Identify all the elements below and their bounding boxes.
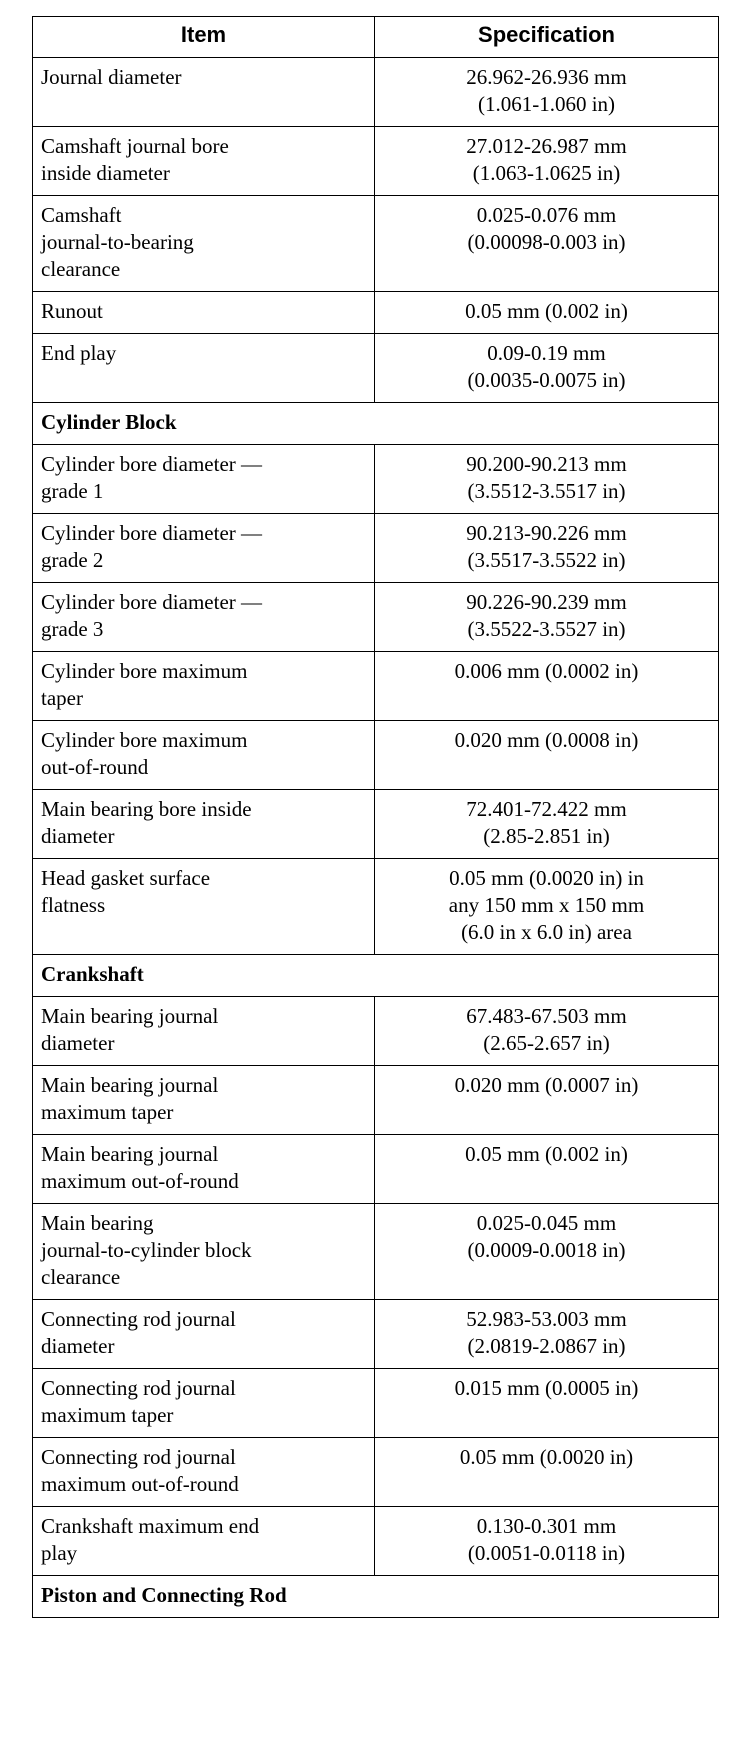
item-text: Connecting rod journal [41, 1307, 236, 1331]
item-cell [33, 1507, 375, 1576]
item-text: grade 1 [41, 479, 104, 503]
header-item: Item [33, 17, 375, 58]
specification-text: 27.012-26.987 mm [466, 134, 627, 158]
specification-text: 0.025-0.045 mm [476, 1211, 617, 1235]
table-row [33, 1066, 719, 1135]
item-text: taper [41, 686, 83, 710]
item-text: flatness [41, 893, 106, 917]
item-text: Cylinder bore diameter — [41, 590, 263, 614]
item-cell [33, 1300, 375, 1369]
specification-text: (0.0051-0.0118 in) [467, 1541, 626, 1565]
specification-text: (1.061-1.060 in) [477, 92, 616, 116]
item-text: Cylinder bore maximum [41, 659, 248, 683]
specification-cell [375, 1369, 719, 1438]
table-body [33, 58, 719, 1618]
specification-cell [375, 652, 719, 721]
specification-cell [375, 514, 719, 583]
specification-text: 52.983-53.003 mm [466, 1307, 627, 1331]
specification-text: 90.200-90.213 mm [466, 452, 627, 476]
specification-text: any 150 mm x 150 mm [448, 893, 645, 917]
item-cell [33, 721, 375, 790]
item-cell [33, 790, 375, 859]
specification-text: (3.5522-3.5527 in) [467, 617, 626, 641]
item-text: diameter [41, 824, 115, 848]
item-cell [33, 445, 375, 514]
item-text: End play [41, 341, 117, 365]
specification-text: 0.05 mm (0.0020 in) in [449, 866, 644, 890]
item-text: Main bearing journal [41, 1004, 219, 1028]
item-text: Main bearing journal [41, 1142, 219, 1166]
item-text: inside diameter [41, 161, 170, 185]
specification-text: 0.09-0.19 mm [487, 341, 606, 365]
specification-text: (2.0819-2.0867 in) [467, 1334, 626, 1358]
specification-cell [375, 196, 719, 292]
table-row [33, 652, 719, 721]
specification-cell [375, 1135, 719, 1204]
item-text: diameter [41, 1334, 115, 1358]
specification-cell [375, 292, 719, 334]
item-text: maximum out-of-round [41, 1169, 239, 1193]
specification-text: 0.020 mm (0.0008 in) [454, 728, 639, 752]
specification-text: (3.5517-3.5522 in) [467, 548, 626, 572]
specification-text: (2.85-2.851 in) [483, 824, 610, 848]
section-header-row [33, 403, 719, 445]
item-cell [33, 997, 375, 1066]
section-header-row [33, 955, 719, 997]
item-cell [33, 196, 375, 292]
table-row [33, 514, 719, 583]
item-text: Head gasket surface [41, 866, 211, 890]
table-row [33, 1438, 719, 1507]
specification-text: 90.226-90.239 mm [466, 590, 627, 614]
item-text: maximum out-of-round [41, 1472, 239, 1496]
specification-text: (0.00098-0.003 in) [467, 230, 626, 254]
item-cell [33, 1135, 375, 1204]
specification-cell [375, 1300, 719, 1369]
table-row [33, 790, 719, 859]
item-cell [33, 127, 375, 196]
item-text: maximum taper [41, 1100, 174, 1124]
specification-cell [375, 1438, 719, 1507]
item-cell [33, 859, 375, 955]
specification-cell [375, 997, 719, 1066]
specification-cell [375, 859, 719, 955]
item-cell [33, 58, 375, 127]
table-row [33, 445, 719, 514]
specification-text: (3.5512-3.5517 in) [467, 479, 626, 503]
section-title: Cylinder Block [33, 403, 719, 445]
specification-cell [375, 1204, 719, 1300]
specification-cell [375, 721, 719, 790]
table-row [33, 196, 719, 292]
specification-text: 0.130-0.301 mm [476, 1514, 617, 1538]
spec-page [32, 16, 718, 1744]
item-cell [33, 1066, 375, 1135]
item-text: maximum taper [41, 1403, 174, 1427]
specification-text: 90.213-90.226 mm [466, 521, 627, 545]
item-cell [33, 292, 375, 334]
item-cell [33, 1369, 375, 1438]
table-row [33, 997, 719, 1066]
table-row [33, 1369, 719, 1438]
specification-text: (0.0035-0.0075 in) [467, 368, 626, 392]
item-text: Connecting rod journal [41, 1445, 236, 1469]
table-row [33, 334, 719, 403]
item-text: Main bearing [41, 1211, 154, 1235]
specification-cell [375, 334, 719, 403]
specification-text: 0.05 mm (0.002 in) [465, 1142, 628, 1166]
header-specification: Specification [375, 17, 719, 58]
section-title: Piston and Connecting Rod [33, 1576, 719, 1618]
specification-text: 72.401-72.422 mm [466, 797, 627, 821]
item-cell [33, 514, 375, 583]
specification-cell [375, 127, 719, 196]
item-text: Camshaft [41, 203, 122, 227]
table-row [33, 1135, 719, 1204]
item-text: Cylinder bore diameter — [41, 521, 263, 545]
specification-text: 0.025-0.076 mm [476, 203, 617, 227]
specification-text: 0.05 mm (0.002 in) [465, 299, 628, 323]
item-text: Camshaft journal bore [41, 134, 229, 158]
specification-cell [375, 790, 719, 859]
item-text: grade 2 [41, 548, 104, 572]
specification-text: 0.05 mm (0.0020 in) [459, 1445, 634, 1469]
table-row [33, 58, 719, 127]
table-row [33, 127, 719, 196]
table-row [33, 1204, 719, 1300]
item-text: Cylinder bore maximum [41, 728, 248, 752]
specification-text: (1.063-1.0625 in) [472, 161, 621, 185]
specification-text: 67.483-67.503 mm [466, 1004, 627, 1028]
item-text: clearance [41, 1265, 121, 1289]
item-text: Main bearing journal [41, 1073, 219, 1097]
item-cell [33, 334, 375, 403]
table-row [33, 583, 719, 652]
section-title: Crankshaft [33, 955, 719, 997]
specification-cell [375, 445, 719, 514]
item-text: Crankshaft maximum end [41, 1514, 260, 1538]
item-text: journal-to-cylinder block [41, 1238, 252, 1262]
table-row [33, 292, 719, 334]
specification-text: 0.006 mm (0.0002 in) [454, 659, 639, 683]
table-row [33, 859, 719, 955]
specification-cell [375, 58, 719, 127]
item-text: Main bearing bore inside [41, 797, 252, 821]
item-text: grade 3 [41, 617, 104, 641]
table-header-row [33, 17, 719, 58]
item-cell [33, 652, 375, 721]
specification-text: (6.0 in x 6.0 in) area [461, 920, 632, 944]
specification-cell [375, 1507, 719, 1576]
specification-text: 26.962-26.936 mm [466, 65, 627, 89]
specification-text: (2.65-2.657 in) [483, 1031, 610, 1055]
item-text: Runout [41, 299, 103, 323]
item-cell [33, 1438, 375, 1507]
table-row [33, 1300, 719, 1369]
specification-text: 0.020 mm (0.0007 in) [454, 1073, 639, 1097]
specification-cell [375, 583, 719, 652]
item-text: journal-to-bearing [41, 230, 194, 254]
item-text: out-of-round [41, 755, 149, 779]
section-header-row [33, 1576, 719, 1618]
item-text: play [41, 1541, 78, 1565]
item-text: Journal diameter [41, 65, 182, 89]
item-text: Cylinder bore diameter — [41, 452, 263, 476]
specification-cell [375, 1066, 719, 1135]
table-row [33, 1507, 719, 1576]
item-text: diameter [41, 1031, 115, 1055]
specification-text: 0.015 mm (0.0005 in) [454, 1376, 639, 1400]
item-text: clearance [41, 257, 121, 281]
item-cell [33, 583, 375, 652]
table-row [33, 721, 719, 790]
item-cell [33, 1204, 375, 1300]
specification-text: (0.0009-0.0018 in) [467, 1238, 626, 1262]
specification-table [32, 16, 719, 1618]
item-text: Connecting rod journal [41, 1376, 236, 1400]
